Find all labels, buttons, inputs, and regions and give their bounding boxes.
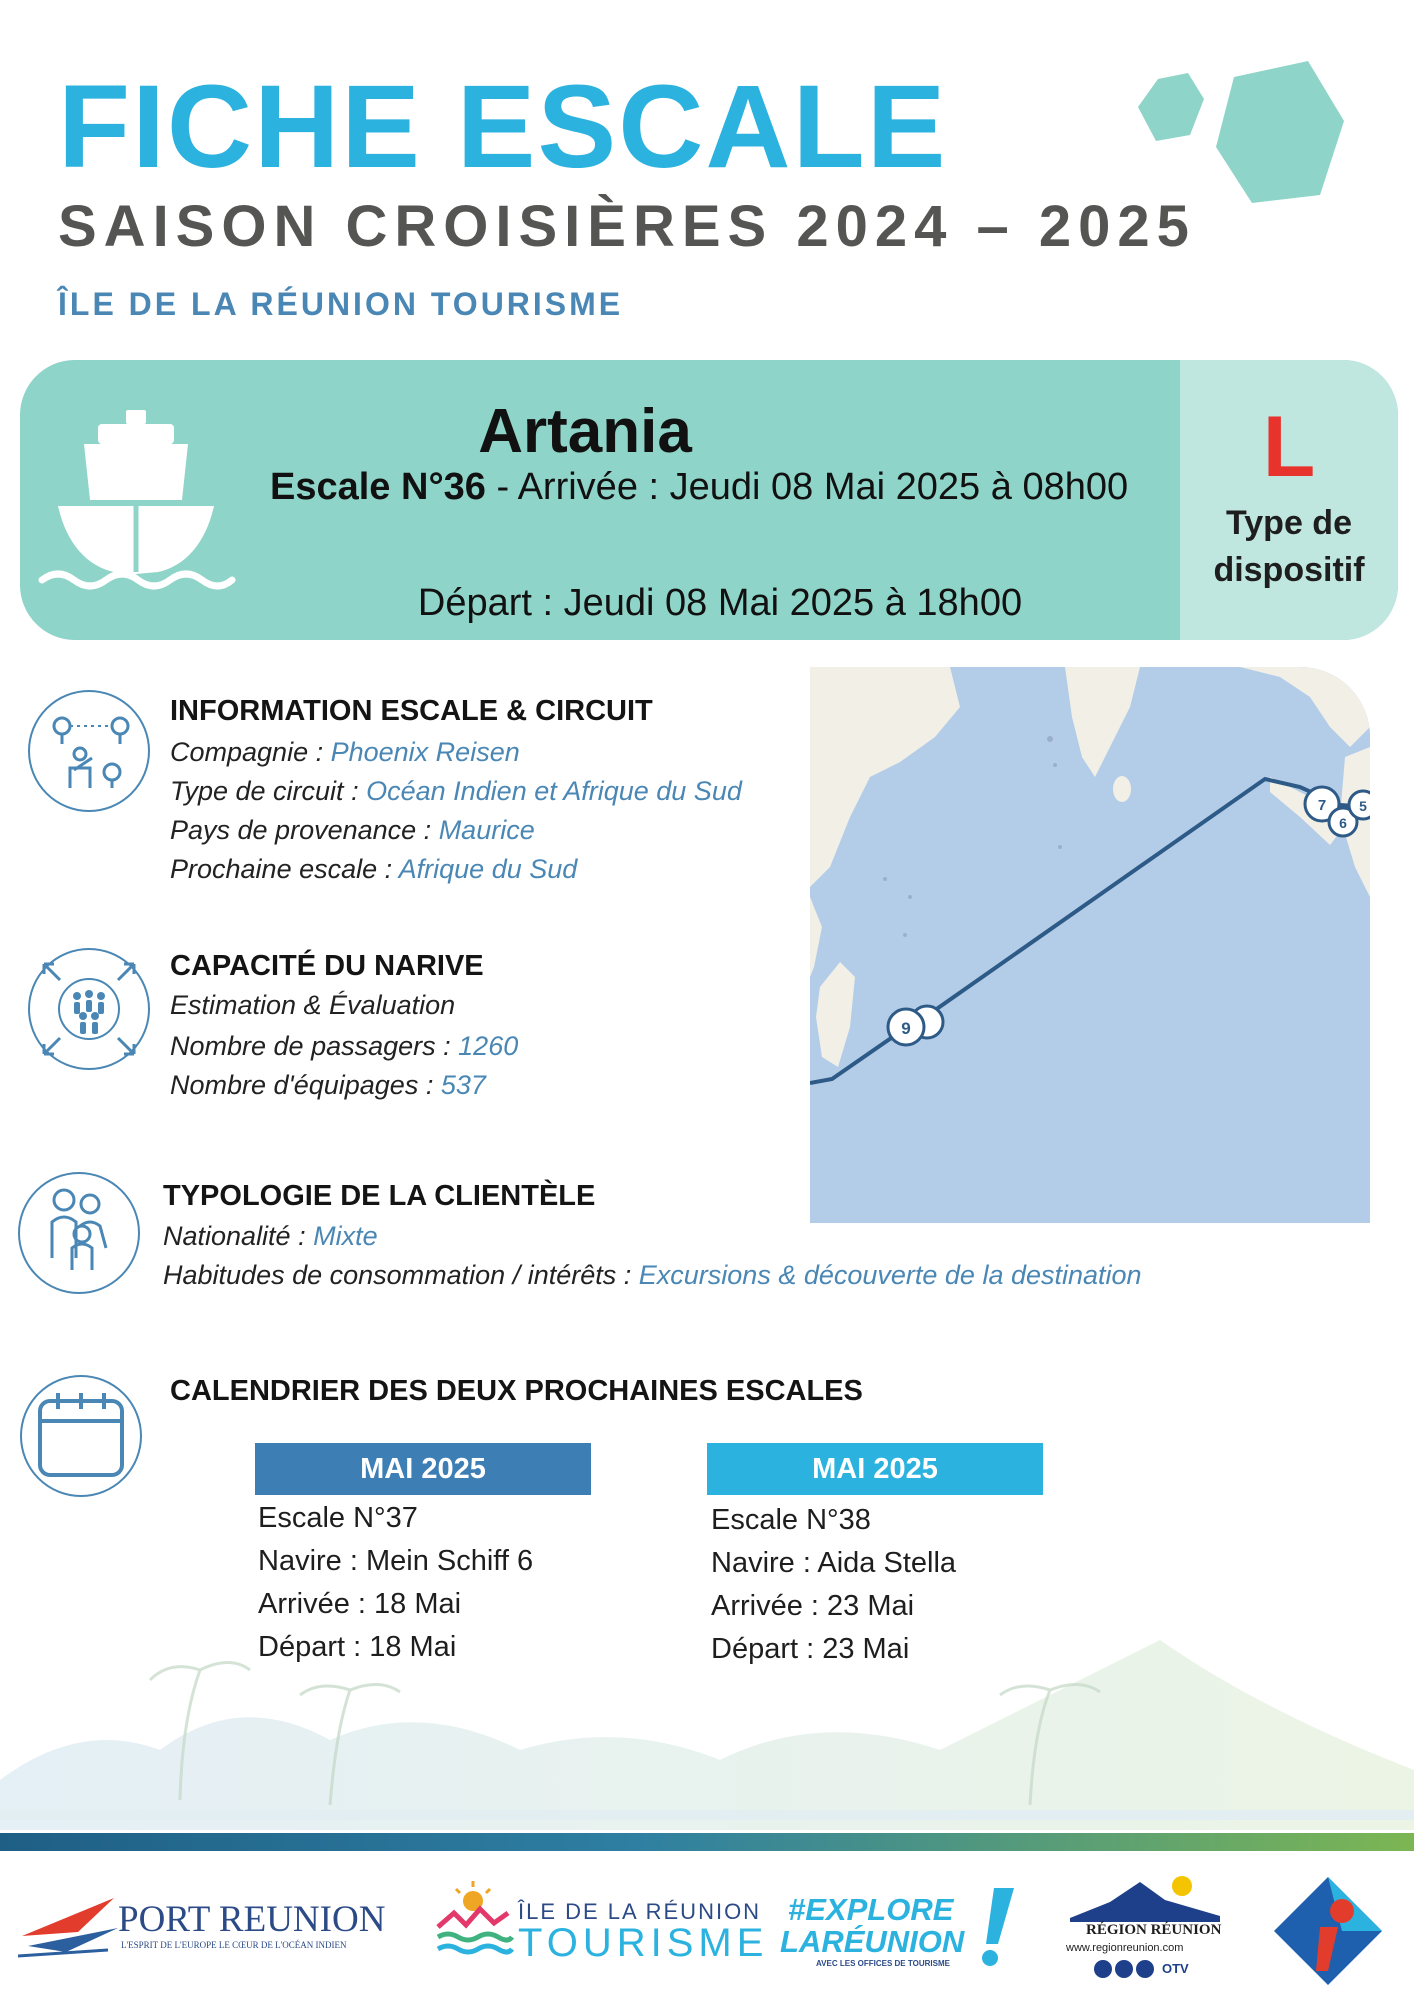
crew-value: 537 bbox=[440, 1070, 486, 1100]
landscape-illustration bbox=[0, 1600, 1414, 1830]
family-icon bbox=[18, 1172, 140, 1294]
otv-label: OTV bbox=[1162, 1961, 1189, 1976]
exclamation-icon bbox=[976, 1886, 1016, 1970]
explore-reunion-logo: #EXPLORE LARÉUNION AVEC LES OFFICES DE TOURISME bbox=[780, 1880, 1040, 1972]
passengers-line: Nombre de passagers : 1260 bbox=[170, 1031, 519, 1061]
next-escale-arrival: Arrivée : 18 Mai bbox=[258, 1588, 462, 1620]
habits-line: Habitudes de consommation / intérêts : Excursions & découverte de la destination bbox=[163, 1260, 1142, 1290]
calendar-section-title: CALENDRIER DES DEUX PROCHAINES ESCALES bbox=[170, 1375, 863, 1407]
route-icon bbox=[28, 690, 150, 812]
next-port-value: Afrique du Sud bbox=[398, 854, 578, 884]
next-port-line: Prochaine escale : Afrique du Sud bbox=[170, 854, 578, 884]
crowd-icon bbox=[28, 948, 150, 1070]
map-marker-5 bbox=[1349, 791, 1370, 819]
device-type-label: Type de dispositif bbox=[1213, 504, 1365, 589]
svg-text:7: 7 bbox=[1317, 797, 1327, 814]
ship-name: Artania bbox=[478, 397, 692, 466]
origin-line: Pays de provenance : Maurice bbox=[170, 815, 535, 845]
port-reunion-logo: PORT REUNION L'ESPRIT DE L'EUROPE LE CŒUR DE L'OCÉAN INDIEN bbox=[18, 1880, 398, 1970]
origin-value: Maurice bbox=[438, 815, 535, 845]
next-escale-number: Escale N°37 bbox=[258, 1502, 418, 1534]
following-escale-number: Escale N°38 bbox=[711, 1504, 871, 1536]
map-marker-9 bbox=[888, 1009, 924, 1045]
svg-text:9: 9 bbox=[901, 1019, 911, 1038]
page-title: FICHE ESCALE bbox=[58, 61, 948, 193]
sun-waves-icon bbox=[432, 1879, 514, 1959]
following-escale-departure: Départ : 23 Mai bbox=[711, 1633, 910, 1665]
arrival-value: Jeudi 08 Mai 2025 à 08h00 bbox=[669, 466, 1129, 508]
company-value: Phoenix Reisen bbox=[330, 737, 520, 767]
device-type-letter: L bbox=[1262, 399, 1316, 495]
hexagon-decoration bbox=[1130, 55, 1350, 210]
calendar-month-header: MAI 2025 bbox=[707, 1443, 1043, 1495]
organization-name: ÎLE DE LA RÉUNION TOURISME bbox=[58, 286, 624, 322]
nationality-value: Mixte bbox=[313, 1221, 378, 1251]
info-section-title: INFORMATION ESCALE & CIRCUIT bbox=[170, 695, 653, 727]
volcano-icon bbox=[1070, 1872, 1220, 1922]
calendar-month-header: MAI 2025 bbox=[255, 1443, 591, 1495]
following-escale-ship: Navire : Aida Stella bbox=[711, 1547, 957, 1579]
svg-text:6: 6 bbox=[1339, 815, 1347, 831]
circuit-line: Type de circuit : Océan Indien et Afrique du Sud bbox=[170, 776, 742, 806]
svg-text:5: 5 bbox=[1359, 798, 1367, 814]
department-logo bbox=[1272, 1875, 1384, 1987]
arrival-line bbox=[270, 466, 1128, 509]
following-escale-arrival: Arrivée : 23 Mai bbox=[711, 1590, 915, 1622]
capacity-section-title: CAPACITÉ DU NARIVE bbox=[170, 950, 484, 982]
footer-gradient-bar bbox=[0, 1833, 1414, 1851]
nationality-line: Nationalité : Mixte bbox=[163, 1221, 378, 1251]
circuit-value: Océan Indien et Afrique du Sud bbox=[366, 776, 742, 806]
escale-number: Escale N°36 bbox=[270, 466, 486, 508]
departure-line: Départ : Jeudi 08 Mai 2025 à 18h00 bbox=[417, 582, 1023, 624]
route-map bbox=[810, 667, 1370, 1223]
passengers-value: 1260 bbox=[458, 1031, 519, 1061]
capacity-subtitle: Estimation & Évaluation bbox=[170, 990, 456, 1020]
region-reunion-logo: RÉGION RÉUNION www.regionreunion.com OTV bbox=[1062, 1870, 1227, 1985]
clientele-section-title: TYPOLOGIE DE LA CLIENTÈLE bbox=[163, 1180, 596, 1212]
irt-tourisme-logo: ÎLE DE LA RÉUNION TOURISME bbox=[432, 1875, 732, 1970]
arrival-label: - Arrivée : bbox=[496, 466, 660, 508]
next-escale-departure: Départ : 18 Mai bbox=[258, 1631, 457, 1663]
habits-value: Excursions & découverte de la destination bbox=[638, 1260, 1142, 1290]
crew-line: Nombre d'équipages : 537 bbox=[170, 1070, 486, 1100]
season-subtitle: SAISON CROISIÈRES 2024 – 2025 bbox=[58, 194, 1196, 259]
calendar-icon bbox=[20, 1375, 142, 1497]
next-escale-ship: Navire : Mein Schiff 6 bbox=[258, 1545, 534, 1577]
company-line: Compagnie : Phoenix Reisen bbox=[170, 737, 520, 767]
